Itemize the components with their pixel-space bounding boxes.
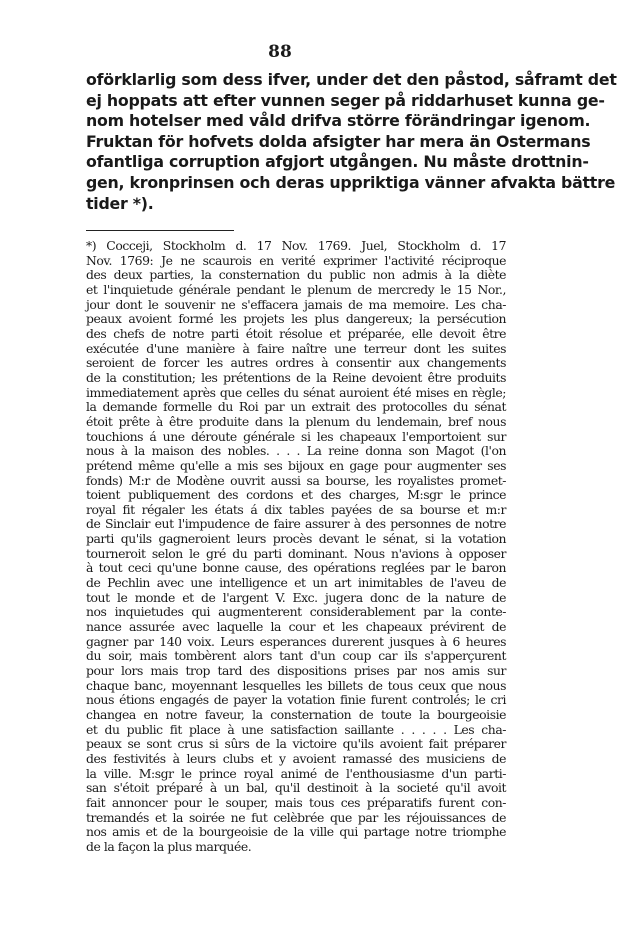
footnote-line: à tout ceci qu'une bonne cause, des opérations reglées par le baron — [86, 560, 506, 576]
footnote-divider — [86, 230, 234, 231]
footnote-line: tout le monde et de l'argent V. Exc. jugera donc de la nature de — [86, 589, 506, 605]
footnote-line: seroient de forcer les autres ordres à consentir aux changements — [86, 355, 506, 371]
footnote-line: immediatement après que celles du sénat auroient été mises en règle; — [86, 384, 506, 400]
footnote-line: *) Cocceji, Stockholm d. 17 Nov. 1769. Juel, Stockholm d. 17 — [86, 238, 506, 253]
footnote-line: de la façon la plus marquée. — [86, 838, 252, 854]
main-text-line: nom hotelser med våld drifva större förändringar igenom. — [86, 111, 591, 131]
footnote-line: peaux avoient formé les projets les plus dangereux; la persécution — [86, 311, 506, 327]
footnote-line: royal fit régaler les états á dix tables payées de sa bourse et m:r — [86, 501, 506, 517]
footnote-line: tourneroit selon le gré du parti dominant. Nous n'avions à opposer — [86, 545, 506, 561]
footnote-line: de la constitution; les prétentions de la Reine devoient être produits — [86, 369, 506, 385]
main-text-line: oförklarlig som dess ifver, under det den påstod, såframt det — [86, 70, 617, 89]
footnote-line: fonds) M:r de Modène ouvrit aussi sa bourse, les royalistes promet- — [86, 472, 506, 488]
footnote-line: touchions á une déroute générale si les chapeaux l'emportoient sur — [86, 428, 506, 444]
footnote-line: nous étions engagés de payer la votation finie furent controlés; le cri — [86, 692, 506, 708]
footnote-line: tremandés et la soirée ne fut celèbrée que par les réjouissances de — [86, 809, 506, 825]
footnote-line: fait annoncer pour le souper, mais tous ces préparatifs furent con- — [86, 794, 506, 810]
main-text — [86, 70, 617, 214]
footnote-line: des festivités à leurs clubs et y avoient ramassé des musiciens de — [86, 750, 506, 766]
footnote-line: peaux se sont crus si sûrs de la victoire qu'ils avoient fait préparer — [86, 736, 506, 752]
footnote-line: des chefs de notre parti étoit résolue et préparée, elle devoit être — [86, 325, 506, 341]
footnote-line: san s'étoit préparé à un bal, qu'il destinoit à la societé qu'il avoit — [86, 780, 506, 796]
page-number: 88 — [268, 42, 292, 62]
footnote-line: nance assurée avec laquelle la cour et les chapeaux prévirent de — [86, 619, 506, 635]
footnote-line: chaque banc, moyennant lesquelles les billets de tous ceux que nous — [86, 677, 506, 693]
footnote-line: jour dont le souvenir ne s'effacera jamais de ma memoire. Les cha- — [86, 296, 506, 312]
footnote-line: Nov. 1769: Je ne scaurois en verité exprimer l'activité réciproque — [86, 252, 506, 268]
footnote-line: du soir, mais tombèrent alors tant d'un coup car ils s'apperçurent — [86, 648, 506, 664]
footnote-line: nos amis et de la bourgeoisie de la ville qui partage notre triomphe — [86, 824, 506, 840]
footnote-line: nos inquietudes qui augmenterent considerablement par la conte- — [86, 604, 506, 620]
footnote-line: étoit prête à être produite dans la plenum du lendemain, bref nous — [86, 413, 506, 429]
footnote-line: changea en notre faveur, la consternation de toute la bourgeoisie — [86, 707, 506, 722]
footnote-line: et l'inquietude générale pendant le plenum de mercredy le 15 Nor., — [86, 281, 506, 297]
footnote-line: prétend même qu'elle a mis ses bijoux en gage pour augmenter ses — [86, 457, 506, 473]
footnote-line: gagner par 140 voix. Leurs esperances durerent jusques à 6 heures — [86, 633, 506, 649]
main-text-line: ofantliga corruption afgjort utgången. Nu måste drottnin- — [86, 152, 589, 172]
footnote-line: toient publiquement des cordons et des charges, M:sgr le prince — [86, 487, 506, 503]
footnote-line: de Pechlin avec une intelligence et un art inimitables de l'aveu de — [86, 575, 506, 591]
main-text-line: gen, kronprinsen och deras uppriktiga vänner afvakta bättre — [86, 172, 616, 192]
footnote-line: et du public fit place à une satisfaction saillante . . . . . Les cha- — [86, 721, 506, 737]
footnote-line: de Sinclair eut l'impudence de faire assurer à des personnes de notre — [86, 516, 506, 532]
footnote — [86, 239, 506, 855]
main-text-line: Fruktan för hofvets dolda afsigter har mera än Ostermans — [86, 131, 591, 151]
footnote-line: parti qu'ils gagneroient leurs procès devant le sénat, si la votation — [86, 531, 506, 547]
footnote-line: la ville. M:sgr le prince royal animé de l'enthousiasme d'un parti- — [86, 765, 506, 781]
footnote-line: exécutée d'une manière à faire naître une terreur dont les suites — [86, 340, 506, 356]
footnote-line: des deux parties, la consternation du public non admis à la diète — [86, 267, 506, 283]
footnote-line: nous à la maison des nobles. . . . La reine donna son Magot (l'on — [86, 443, 506, 459]
main-text-line: tider *). — [86, 193, 154, 213]
footnote-line: la demande formelle du Roi par un extrait des protocolles du sénat — [86, 399, 506, 415]
main-text-line: ej hoppats att efter vunnen seger på riddarhuset kunna ge- — [86, 90, 605, 110]
footnote-line: pour lors mais trop tard des dispositions prises par nos amis sur — [86, 663, 506, 679]
